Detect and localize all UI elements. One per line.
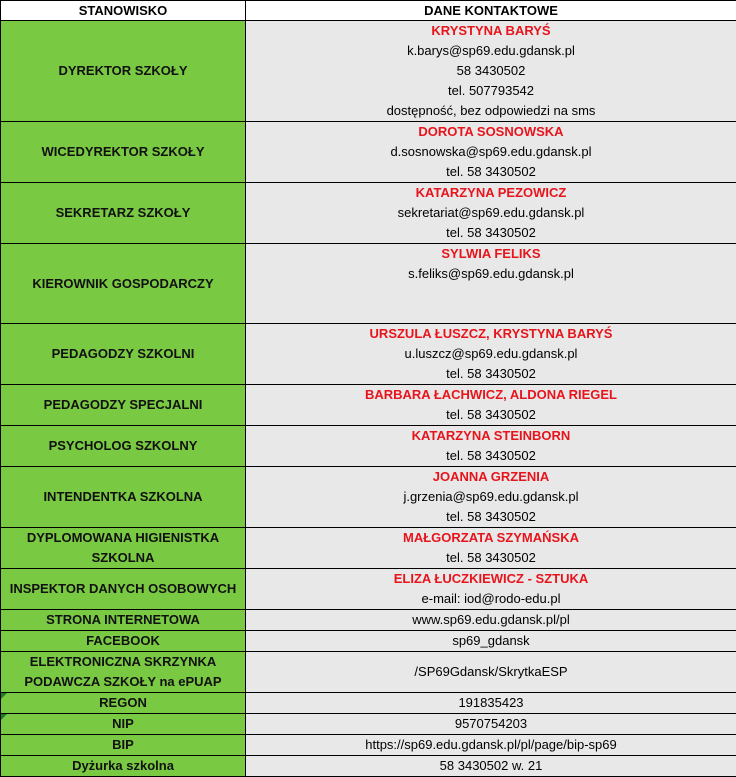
table-row (1, 426, 736, 467)
position-cell: Dyżurka szkolna (1, 756, 246, 777)
phone-text: tel. 58 3430502 (246, 446, 736, 466)
table-row (1, 735, 736, 756)
phone-text: tel. 58 3430502 (246, 507, 736, 527)
email-text: j.grzenia@sp69.edu.gdansk.pl (246, 487, 736, 507)
table-row (1, 324, 736, 385)
position-cell: REGON (1, 693, 246, 714)
contact-cell (246, 528, 736, 569)
phone-text: tel. 58 3430502 (246, 162, 736, 182)
position-cell: STRONA INTERNETOWA (1, 610, 246, 631)
contact-name: URSZULA ŁUSZCZ, KRYSTYNA BARYŚ (246, 324, 736, 344)
table-row (1, 610, 736, 631)
contact-name: JOANNA GRZENIA (246, 467, 736, 487)
position-cell: KIEROWNIK GOSPODARCZY (1, 244, 246, 324)
contact-name: KATARZYNA STEINBORN (246, 426, 736, 446)
contact-name: KATARZYNA PEZOWICZ (246, 183, 736, 203)
table-row (1, 652, 736, 693)
table-row (1, 183, 736, 244)
table-row (1, 569, 736, 610)
table-row (1, 244, 736, 324)
position-cell: DYREKTOR SZKOŁY (1, 21, 246, 122)
note-text: dostępność, bez odpowiedzi na sms (246, 101, 736, 121)
bip-link[interactable]: https://sp69.edu.gdansk.pl/pl/page/bip-sp69 (246, 735, 736, 756)
email-text: u.luszcz@sp69.edu.gdansk.pl (246, 344, 736, 364)
email-text: k.barys@sp69.edu.gdansk.pl (246, 41, 736, 61)
position-cell: ELEKTRONICZNA SKRZYNKA PODAWCZA SZKOŁY na ePUAP (1, 652, 246, 693)
contact-name: MAŁGORZATA SZYMAŃSKA (246, 528, 736, 548)
contact-cell (246, 426, 736, 467)
phone-text: 58 3430502 w. 21 (246, 756, 736, 777)
contact-cell (246, 385, 736, 426)
email-text: d.sosnowska@sp69.edu.gdansk.pl (246, 142, 736, 162)
email-text: sekretariat@sp69.edu.gdansk.pl (246, 203, 736, 223)
phone-text: tel. 58 3430502 (246, 405, 736, 425)
header-position: STANOWISKO (1, 1, 246, 21)
position-cell: WICEDYREKTOR SZKOŁY (1, 122, 246, 183)
contact-name: ELIZA ŁUCZKIEWICZ - SZTUKA (246, 569, 736, 589)
contact-name: SYLWIA FELIKS (246, 244, 736, 264)
contact-cell (246, 122, 736, 183)
contact-name: BARBARA ŁACHWICZ, ALDONA RIEGEL (246, 385, 736, 405)
table-row (1, 21, 736, 122)
email-text: s.feliks@sp69.edu.gdansk.pl (246, 264, 736, 284)
contact-cell (246, 183, 736, 244)
position-cell: PEDAGODZY SPECJALNI (1, 385, 246, 426)
header-row (1, 1, 736, 21)
table-row (1, 756, 736, 777)
contact-name: KRYSTYNA BARYŚ (246, 21, 736, 41)
contact-cell (246, 569, 736, 610)
table-row (1, 122, 736, 183)
table-row (1, 631, 736, 652)
table-row (1, 693, 736, 714)
table-row (1, 467, 736, 528)
position-cell: PSYCHOLOG SZKOLNY (1, 426, 246, 467)
position-cell: FACEBOOK (1, 631, 246, 652)
position-cell: INSPEKTOR DANYCH OSOBOWYCH (1, 569, 246, 610)
nip-value: 9570754203 (246, 714, 736, 735)
facebook-value: sp69_gdansk (246, 631, 736, 652)
position-cell: INTENDENTKA SZKOLNA (1, 467, 246, 528)
position-cell: SEKRETARZ SZKOŁY (1, 183, 246, 244)
phone-text: tel. 58 3430502 (246, 223, 736, 243)
position-cell: NIP (1, 714, 246, 735)
header-contact: DANE KONTAKTOWE (246, 1, 736, 21)
phone-text: tel. 58 3430502 (246, 364, 736, 384)
table-row (1, 714, 736, 735)
position-cell: DYPLOMOWANA HIGIENISTKA SZKOLNA (1, 528, 246, 569)
regon-value: 191835423 (246, 693, 736, 714)
contact-cell (246, 21, 736, 122)
contact-name: DOROTA SOSNOWSKA (246, 122, 736, 142)
table-row (1, 385, 736, 426)
phone-text: tel. 507793542 (246, 81, 736, 101)
phone-text: 58 3430502 (246, 61, 736, 81)
epuap-value: /SP69Gdansk/SkrytkaESP (246, 652, 736, 693)
position-cell: PEDAGODZY SZKOLNI (1, 324, 246, 385)
email-text: e-mail: iod@rodo-edu.pl (246, 589, 736, 609)
contact-cell (246, 467, 736, 528)
position-cell: BIP (1, 735, 246, 756)
website-link[interactable]: www.sp69.edu.gdansk.pl/pl (246, 610, 736, 631)
contact-cell (246, 244, 736, 324)
contact-cell (246, 324, 736, 385)
phone-text: tel. 58 3430502 (246, 548, 736, 568)
table-row (1, 528, 736, 569)
